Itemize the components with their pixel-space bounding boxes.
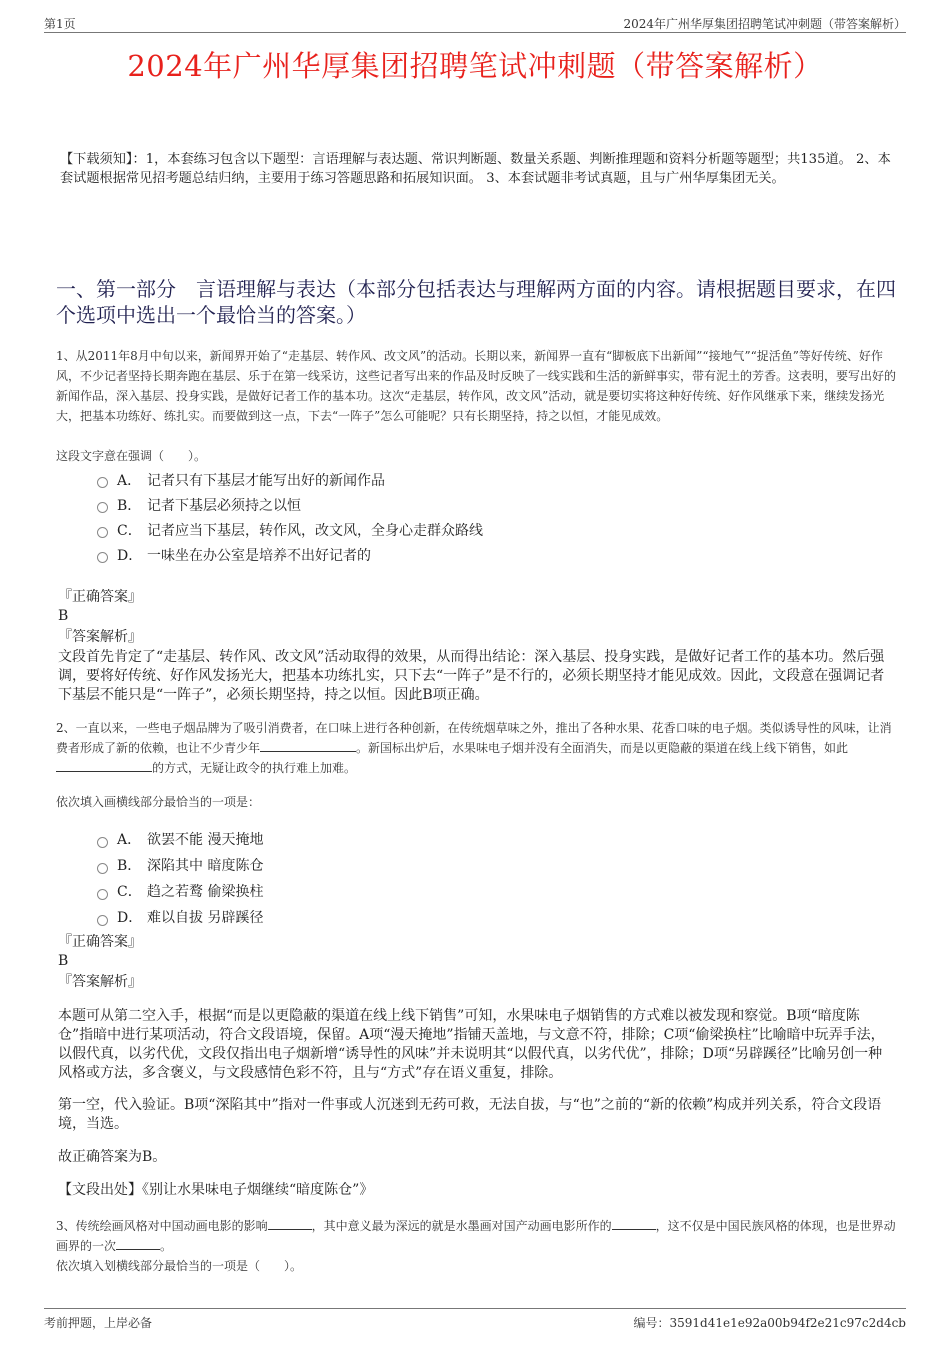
blank-line [268,1217,312,1230]
question-1-options [97,468,483,568]
option-text: 记者下基层必须持之以恒 [147,497,301,514]
option-c[interactable] [97,879,263,905]
option-text: 记者只有下基层才能写出好的新闻作品 [147,472,385,489]
footer-rule [44,1308,906,1309]
option-text: 难以自拔 另辟蹊径 [147,910,264,926]
option-letter: A． [117,832,142,848]
running-title: 2024年广州华厚集团招聘笔试冲刺题（带答案解析） [623,17,906,31]
question-2-analysis-p2: 第一空，代入验证。B项“深陷其中”指对一件事或人沉迷到无药可救，无法自拔，与“也”之前的“新的依赖”构成并列关系，符合文段语境，当选。 [58,1097,882,1132]
question-1-answer-label: 『正确答案』 [58,589,142,605]
question-3-stem [56,1216,898,1256]
question-2-answer-label: 『正确答案』 [58,934,142,950]
radio-icon[interactable] [97,502,108,513]
blank-line [56,759,152,772]
option-a[interactable] [97,827,263,853]
option-text: 一味坐在办公室是培养不出好记者的 [147,547,371,564]
radio-icon[interactable] [97,889,108,900]
header-rule [44,32,906,33]
option-letter: B． [117,497,142,514]
stem-text: ，这不仅是中国民族风格的体现，也是世界动画界的一次 [56,1219,896,1253]
radio-icon[interactable] [97,915,108,926]
blank-line [260,739,356,752]
option-b[interactable] [97,493,483,518]
question-2-analysis-p1: 本题可从第二空入手，根据“而是以更隐蔽的渠道在线上线下销售”可知，水果味电子烟销售的方式难以被发现和察觉。B项“暗度陈仓”指暗中进行某项活动，符合文段语境，保留。A项“漫天掩地”指铺天盖地，与文意不符，排除；C项“偷梁换柱”比喻暗中玩弄手法，以假代真，以劣代优，文段仅指出电子烟新增“诱导性的风味”并未说明其“以假代真，以劣代优”，排除；D项“另辟蹊径”比喻另创一种风格或方法，多含褒义，与文段感情色彩不符，且与“方式”存在语义重复，排除。 [58,1008,885,1081]
question-2-analysis-p3: 故正确答案为B。 [58,1149,167,1165]
question-2-stem [56,718,898,778]
blank-line [116,1237,160,1250]
question-2-options [97,827,263,931]
stem-text: 的方式，无疑让政令的执行难上加难。 [152,761,357,775]
stem-text: 3、传统绘画风格对中国动画电影的影响 [56,1219,268,1233]
option-letter: A． [117,472,142,489]
footer-slogan: 考前押题，上岸必备 [44,1316,153,1330]
stem-text: 2、一直以来，一些电子烟品牌为了吸引消费者，在口味上进行各种创新，在传统烟草味之外，推出了各种水果、花香口味的电子烟。类似诱导性的风味，让消费者形成了新的依赖，也让不少青少年 [56,721,892,755]
question-1-prompt: 这段文字意在强调（ ）。 [56,449,207,463]
page-number: 第1页 [44,17,76,31]
radio-icon[interactable] [97,477,108,488]
radio-icon[interactable] [97,527,108,538]
question-1-stem: 1、从2011年8月中旬以来，新闻界开始了“走基层、转作风、改文风”的活动。长期以来，新闻界一直有“脚板底下出新闻”“接地气”“捉活鱼”等好传统、好作风，不少记者坚持长期奔跑在基层、乐于在第一线采访，这些记者写出来的作品及时反映了一线实践和生活的新鲜事实，带有泥土的芳香。这表明，要写出好的新闻作品，深入基层、投身实践，是做好记者工作的基本功。这次“走基层，转作风，改文风”活动，就是要切实将这种好传统、好作风继承下来，继续发扬光大，把基本功练好、练扎实。而要做到这一点，下去“一阵子”怎么可能呢？只有长期坚持，持之以恒，才能见成效。 [56,349,897,423]
option-letter: D． [117,910,143,926]
stem-text: 。 [160,1239,173,1253]
question-2-source: 【文段出处】《别让水果味电子烟继续“暗度陈仓”》 [58,1182,374,1198]
document-title: 2024年广州华厚集团招聘笔试冲刺题（带答案解析） [127,49,823,83]
section-heading: 一、第一部分 言语理解与表达（本部分包括表达与理解两方面的内容。请根据题目要求，在四个选项中选出一个最恰当的答案。） [56,277,896,327]
option-letter: C． [117,522,142,539]
radio-icon[interactable] [97,863,108,874]
footer-id: 编号：3591d41e1e92a00b94f2e21c97c2d4cb [633,1316,906,1330]
option-letter: C． [117,884,142,900]
option-letter: D． [117,547,143,564]
question-2-analysis-label: 『答案解析』 [58,974,142,990]
option-d[interactable] [97,543,483,568]
stem-text: 。新国标出炉后，水果味电子烟并没有全面消失，而是以更隐蔽的渠道在线上线下销售，如此 [356,741,849,755]
radio-icon[interactable] [97,837,108,848]
option-a[interactable] [97,468,483,493]
option-text: 欲罢不能 漫天掩地 [147,832,264,848]
option-d[interactable] [97,905,263,931]
option-letter: B． [117,858,142,874]
question-1-analysis-label: 『答案解析』 [58,629,142,645]
option-text: 趋之若鹜 偷梁换柱 [147,884,264,900]
question-1-analysis: 文段首先肯定了“走基层、转作风、改文风”活动取得的效果，从而得出结论：深入基层、投身实践，是做好记者工作的基本功。然后强调，要将好传统、好作风发扬光大，把基本功练扎实，只下去“一阵子”是不行的，必须长期坚持才能见成效。因此，文段意在强调记者下基层不能只是“一阵子”，必须长期坚持，持之以恒。因此B项正确。 [58,649,885,703]
option-c[interactable] [97,518,483,543]
radio-icon[interactable] [97,552,108,563]
option-text: 记者应当下基层，转作风，改文风，全身心走群众路线 [147,522,483,539]
stem-text: ，其中意义最为深远的就是水墨画对国产动画电影所作的 [311,1219,612,1233]
option-text: 深陷其中 暗度陈仓 [147,858,264,874]
question-2-prompt: 依次填入画横线部分最恰当的一项是： [56,795,261,809]
question-3-prompt: 依次填入划横线部分最恰当的一项是（ ）。 [56,1259,303,1273]
option-b[interactable] [97,853,263,879]
question-1-answer: B [58,608,69,624]
question-2-answer: B [58,953,69,969]
download-notice: 【下载须知】：1，本套练习包含以下题型：言语理解与表达题、常识判断题、数量关系题、判断推理题和资料分析题等题型；共135道。 2、本套试题根据常见招考题总结归纳，主要用于练习答题思路和拓展知识面。 3、本套试题非考试真题，且与广州华厚集团无关。 [60,152,891,186]
blank-line [612,1217,656,1230]
